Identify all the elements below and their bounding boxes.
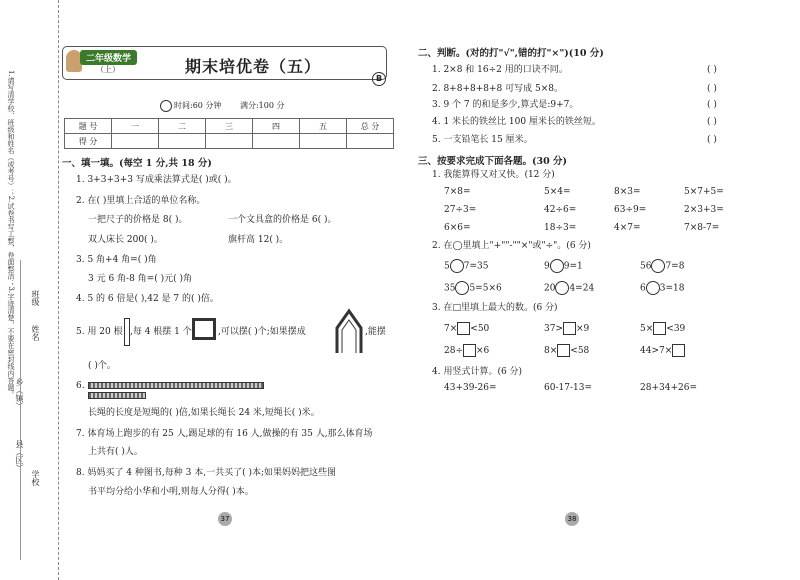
max-item: 5× <39 (640, 324, 686, 334)
answer-box[interactable] (557, 344, 570, 357)
question-2d: 旗杆高 12( )。 (228, 235, 289, 245)
op-circle[interactable] (550, 259, 564, 273)
op-circle[interactable] (651, 259, 665, 273)
answer-box[interactable] (463, 344, 476, 357)
calc-item: 5×4= (544, 187, 571, 197)
question-8b: 书平均分给小华和小明,则每人分得( )本。 (88, 487, 254, 497)
vertical-calc: 43+39-26= (444, 383, 497, 393)
part-1-title: 1. 我能算得又对又快。(12 分) (432, 170, 555, 180)
score-cell[interactable] (347, 134, 394, 149)
vertical-calc: 28+34+26= (640, 383, 697, 393)
sidebar-name-label: 姓名 (31, 325, 40, 341)
judge-answer-4[interactable]: ( ) (707, 117, 717, 127)
calc-item: 42÷6= (544, 205, 577, 215)
score-header-cell: 一 (112, 119, 159, 134)
question-3b: 3 元 6 角-8 角=( )元( )角 (88, 274, 192, 284)
question-2a: 一把尺子的价格是 8( )。 (88, 215, 188, 225)
clock-icon (160, 100, 172, 112)
section-3-title: 三、按要求完成下面各题。(30 分) (418, 156, 568, 167)
answer-box[interactable] (457, 322, 470, 335)
score-header-cell: 四 (253, 119, 300, 134)
judge-item-4: 4. 1 米长的铁丝比 100 厘米长的铁丝短。 (432, 117, 601, 127)
calc-item: 5×7+5= (684, 187, 724, 197)
short-rope-icon (88, 392, 146, 399)
judge-answer-1[interactable]: ( ) (707, 65, 717, 75)
op-item: 9 9=1 (544, 259, 583, 274)
sidebar-notes: 1.请写清学校、班级和姓名（或考号）；2.试卷书写工整，卷面整洁；3.字迹清楚，不要在密封线内答题。 (7, 70, 15, 399)
op-circle[interactable] (455, 281, 469, 295)
judge-item-5: 5. 一支铅笔长 15 厘米。 (432, 135, 533, 145)
calc-item: 7×8-7= (684, 223, 720, 233)
vertical-calc: 60-17-13= (544, 383, 592, 393)
question-5-part4: ,能摆 (365, 327, 386, 337)
question-3a: 3. 5 角+4 角=( )角 (76, 255, 157, 265)
question-8a: 8. 妈妈买了 4 种图书,每种 3 本,一共买了( )本;如果妈妈把这些图 (76, 468, 336, 478)
level-badge: B (372, 72, 386, 86)
score-cell[interactable] (206, 134, 253, 149)
calc-item: 18÷3= (544, 223, 577, 233)
question-5-part5: ( )个。 (88, 361, 116, 371)
score-header-cell: 题 号 (65, 119, 112, 134)
score-header-cell: 二 (159, 119, 206, 134)
part-2-title: 2. 在◯里填上"+""-""×"或"÷"。(6 分) (432, 241, 591, 251)
max-item: 28÷ ×6 (444, 346, 490, 356)
judge-item-2: 2. 8+8+8+8+8 可写成 5×8。 (432, 84, 563, 94)
full-score: 满分:100 分 (239, 101, 285, 110)
score-cell[interactable] (253, 134, 300, 149)
square-shape-icon (192, 318, 216, 340)
op-item: 20 4=24 (544, 281, 594, 296)
grade-tag: 二年级数学 (80, 50, 137, 65)
question-2: 2. 在( )里填上合适的单位名称。 (76, 196, 206, 206)
judge-answer-5[interactable]: ( ) (707, 135, 717, 145)
question-6: 长绳的长度是短绳的( )倍,如果长绳长 24 米,短绳长( )米。 (88, 408, 320, 418)
house-shape-icon (334, 308, 364, 354)
score-row-label: 得 分 (65, 134, 112, 149)
answer-box[interactable] (653, 322, 666, 335)
score-header-cell: 总 分 (347, 119, 394, 134)
max-item: 44>7× (640, 344, 685, 358)
calc-item: 6×6= (444, 223, 471, 233)
op-circle[interactable] (646, 281, 660, 295)
score-cell[interactable] (300, 134, 347, 149)
time-limit: 时间:60 分钟 (174, 101, 222, 110)
section-2-title: 二、判断。(对的打"√",错的打"×")(10 分) (418, 48, 604, 59)
op-item: 5 7=35 (444, 259, 488, 274)
score-header-cell: 五 (300, 119, 347, 134)
question-6-number: 6. (76, 381, 85, 391)
calc-item: 63÷9= (614, 205, 647, 215)
sidebar-class-label: 班级 (31, 290, 40, 306)
score-header-cell: 三 (206, 119, 253, 134)
part-4-title: 4. 用竖式计算。(6 分) (432, 367, 523, 377)
op-circle[interactable] (450, 259, 464, 273)
binding-sidebar (0, 0, 59, 580)
sidebar-school-label: 学校 (31, 470, 40, 486)
judge-answer-3[interactable]: ( ) (707, 100, 717, 110)
question-4: 4. 5 的 6 倍是( ),42 是 7 的( )倍。 (76, 294, 219, 304)
op-item: 35 5=5×6 (444, 281, 502, 296)
max-item: 37> ×9 (544, 324, 590, 334)
exam-info (160, 100, 284, 112)
part-3-title: 3. 在□里填上最大的数。(6 分) (432, 303, 558, 313)
op-item: 6 3=18 (640, 281, 684, 296)
op-item: 56 7=8 (640, 259, 684, 274)
term-label: （上） (96, 65, 120, 74)
long-rope-icon (88, 382, 264, 389)
question-2b: 一个文具盒的价格是 6( )。 (228, 215, 337, 225)
question-7b: 上共有( )人。 (88, 447, 143, 457)
question-1: 1. 3+3+3+3 写成乘法算式是( )或( )。 (76, 175, 237, 185)
page-number-right: 38 (565, 512, 579, 526)
calc-item: 4×7= (614, 223, 641, 233)
judge-item-1: 1. 2×8 和 16÷2 用的口诀不同。 (432, 65, 568, 75)
score-cell[interactable] (159, 134, 206, 149)
score-table (64, 118, 394, 149)
answer-box[interactable] (672, 344, 685, 357)
score-cell[interactable] (112, 134, 159, 149)
question-5-part1: 5. 用 20 根 (76, 327, 123, 337)
judge-answer-2[interactable]: ( ) (707, 84, 717, 94)
question-2c: 双人床长 200( )。 (88, 235, 163, 245)
calc-item: 2×3+3= (684, 205, 724, 215)
sidebar-line (20, 260, 21, 560)
max-item: 8× <58 (544, 346, 590, 356)
page-number-left: 37 (218, 512, 232, 526)
judge-item-3: 3. 9 个 7 的和是多少,算式是:9+7。 (432, 100, 579, 110)
page-title: 期末培优卷（五） (185, 57, 322, 76)
calc-item: 27÷3= (444, 205, 477, 215)
op-circle[interactable] (555, 281, 569, 295)
answer-box[interactable] (563, 322, 576, 335)
calc-item: 7×8= (444, 187, 471, 197)
section-1-title: 一、填一填。(每空 1 分,共 18 分) (62, 158, 212, 169)
question-7a: 7. 体育场上跑步的有 25 人,踢足球的有 16 人,做操的有 35 人,那么体育场 (76, 429, 373, 439)
calc-item: 8×3= (614, 187, 641, 197)
question-5-part3: ,可以摆( )个;如果摆成 (218, 327, 306, 337)
max-item: 7× <50 (444, 324, 490, 334)
question-5-part2: ,每 4 根摆 1 个 (130, 327, 192, 337)
